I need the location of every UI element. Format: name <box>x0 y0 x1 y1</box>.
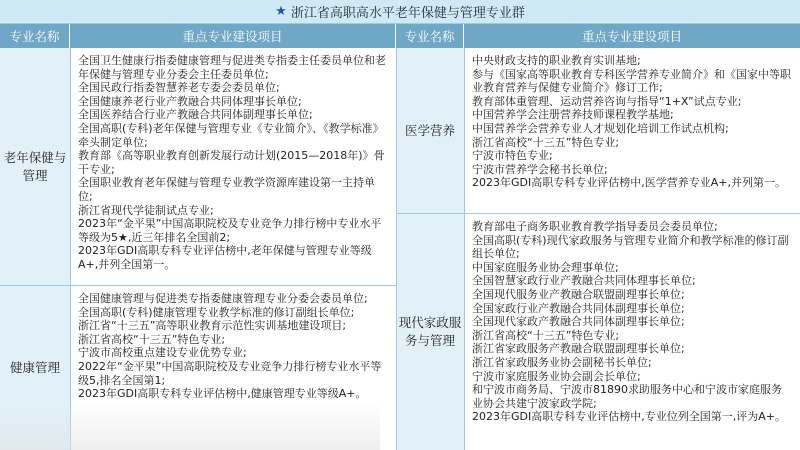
project-item: 全国健康养老行业产教融合共同体理事长单位; <box>78 94 302 108</box>
project-item: 宁波市家庭服务业协会副会长单位; <box>472 369 641 383</box>
project-item: 全国民政行指委智慧养老专委会委员单位; <box>78 81 280 95</box>
project-item: 浙江省家政服务产教融合联盟副理事长单位; <box>472 342 685 356</box>
project-item: 2023年GDI高职专科专业评估榜中,老年保健与管理专业等级A+,并列全国第一。 <box>78 244 372 271</box>
project-item: 全国现代家政产教融合共同体副理事长单位; <box>472 315 685 329</box>
project-item: 中国家庭服务业协会理事单位; <box>472 260 619 274</box>
project-item: 浙江省高校“十三五”特色专业; <box>472 135 620 149</box>
project-item: 教育部电子商务职业教育教学指导委员会委员单位; <box>472 220 718 233</box>
major-projects-cell <box>464 48 800 214</box>
project-item: 教育部《高等职业教育创新发展行动计划(2015—2018年)》骨干专业; <box>78 149 385 176</box>
project-item: 宁波市高校重点建设专业优势专业; <box>78 346 247 360</box>
project-item: 浙江省“十三五”高等职业教育示范性实训基地建设项目; <box>78 319 347 333</box>
major-name: 现代家政服务与管理 <box>398 315 462 348</box>
project-item: 参与《国家高等职业教育专科医学营养专业简介》和《国家中等职业教育营养与保健专业简介》修订工作; <box>472 67 791 95</box>
major-name: 健康管理 <box>9 360 60 375</box>
table-banner <box>0 0 800 24</box>
project-item: 全国健康管理与促进类专指委健康管理专业分委会委员单位; <box>78 292 368 305</box>
project-item: 全国卫生健康行指委健康管理与促进类专指委主任委员单位和老年保健与管理专业分委会主任委员单位; <box>78 54 386 81</box>
project-item: 全国智慧家政行业产教融合共同体理事长单位; <box>472 274 696 288</box>
project-item: 全国医养结合行业产教融合共同体副理事长单位; <box>78 108 313 122</box>
project-item: 中央财政支持的职业教育实训基地; <box>472 54 641 67</box>
major-name-cell <box>396 48 464 214</box>
column-divider <box>396 48 397 450</box>
project-item: 全国高职(专科)现代家政服务与管理专业简介和教学标准的修订副组长单位; <box>472 233 789 261</box>
project-item: 全国现代服务业产教融合联盟副理事长单位; <box>472 287 685 301</box>
project-item: 全国家政行业产教融合共同体副理事长单位; <box>472 301 685 315</box>
project-item: 全国职业教育老年保健与管理专业教学资源库建设第一主持单位; <box>78 176 375 203</box>
major-projects-cell <box>70 48 396 286</box>
major-name: 医学营养 <box>404 122 455 138</box>
project-item: 教育部体重管理、运动营养咨询与指导“1+X”试点专业; <box>472 94 742 108</box>
project-item: 2023年“金平果”中国高职院校及专业竞争力排行榜中专业水平等级为5★,近三年排名全国前2; <box>78 217 382 244</box>
watermark-overlay <box>0 402 380 450</box>
header-left-content: 重点专业建设项目 <box>70 24 396 48</box>
project-item: 2023年GDI高职专科专业评估榜中,专业位列全国第一,评为A+。 <box>472 410 786 424</box>
project-item: 中国营养学会营养专业人才规划化培训工作试点机构; <box>472 121 729 135</box>
major-name: 老年保健与管理 <box>3 149 67 183</box>
project-item: 2022年“金平果”中国高职院校及专业竞争力排行榜专业水平等级5,排名全国第1; <box>78 359 382 387</box>
project-item: 浙江省高校“十三五”特色专业; <box>472 328 620 342</box>
project-item: 和宁波市商务局、宁波市81890求助服务中心和宁波市家庭服务业协会共建宁波家政学院; <box>472 383 782 410</box>
star-icon: ★ <box>275 4 287 19</box>
project-item: 浙江省现代学徒制试点专业; <box>78 203 214 217</box>
header-right-name: 专业名称 <box>396 24 464 48</box>
project-item: 宁波市特色专业; <box>472 149 553 163</box>
column-divider <box>464 48 465 450</box>
header-right-content: 重点专业建设项目 <box>464 24 800 48</box>
column-divider <box>70 48 71 450</box>
major-projects-cell <box>464 214 800 450</box>
major-name-cell <box>396 214 464 450</box>
banner-title: 浙江省高职高水平老年保健与管理专业群 <box>290 6 525 21</box>
header-left-name: 专业名称 <box>0 24 70 48</box>
project-item: 全国高职(专科)健康管理专业教学标准的修订副组长单位; <box>78 305 355 319</box>
project-item: 中国营养学会注册营养技师课程教学基地; <box>472 108 674 122</box>
project-item: 浙江省高校“十三五”特色专业; <box>78 332 226 346</box>
project-item: 全国高职(专科)老年保健与管理专业《专业简介》、《教学标准》牵头制定单位; <box>78 121 384 149</box>
major-name-cell <box>0 48 70 286</box>
project-item: 2023年GDI高职专科专业评估榜中,健康管理专业等级A+。 <box>78 387 367 401</box>
project-item: 2023年GDI高职专科专业评估榜中,医学营养专业A+,并列第一。 <box>472 176 786 190</box>
project-item: 浙江省家政服务业协会副秘书长单位; <box>472 355 652 369</box>
project-item: 宁波市营养学会秘书长单位; <box>472 162 608 176</box>
